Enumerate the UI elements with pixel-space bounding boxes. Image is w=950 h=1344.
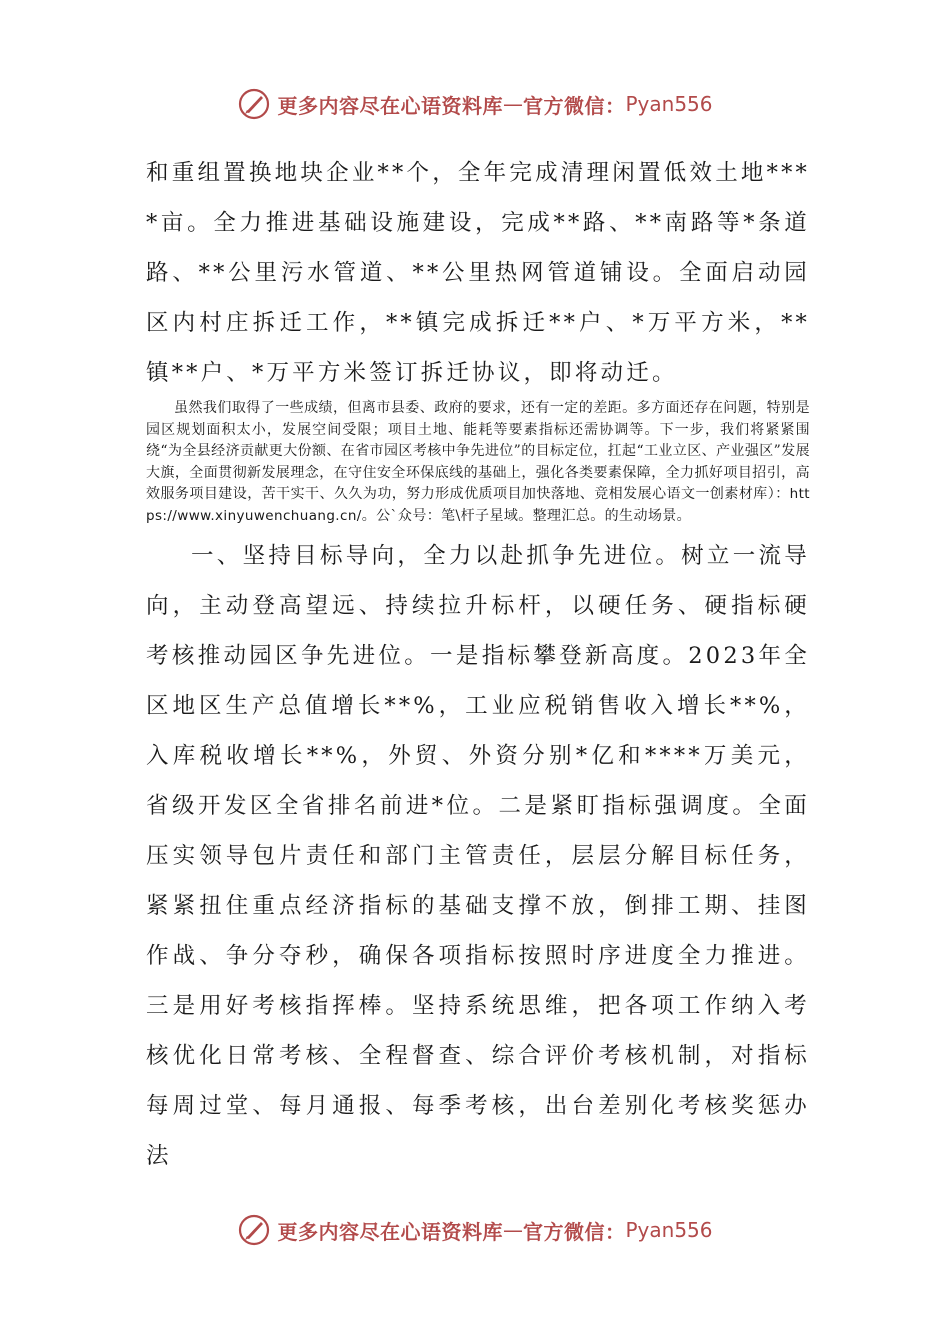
watermark-footer — [0, 1210, 950, 1250]
watermark-label: 官方微信： — [522, 93, 626, 118]
summary-tail: 。公`众号：笔\杆子星域。整理汇总。的生动场景。 — [361, 507, 692, 524]
summary-text: 虽然我们取得了一些成绩，但离市县委、政府的要求，还有一定的差距。多方面还存在问题，特别是园区规划面积太小，发展空间受限；项目土地、能耗等要素指标还需协调等。下一步，我们将紧紧围绕“为全县经济贡献更大份额、在省市园区考核中争先进位”的目标定位，扛起“工业立区、产业强区”发展大旗，全面贯彻新发展理念，在守住安全环保底线的基础上，强化各类要素保障，全力抓好项目招引，高效服务项目建设，苦干实干、久久为功，努力形成优质项目加快落地、竞相发展心语文一创素材库）： — [146, 400, 810, 502]
watermark-separator: — — [502, 1218, 523, 1242]
paragraph-summary — [146, 398, 810, 531]
document-body — [146, 148, 810, 1181]
watermark-header — [0, 84, 950, 124]
quill-logo-icon — [237, 1213, 271, 1247]
quill-logo-icon — [237, 87, 271, 121]
source-url: https://www.xinyuwenchuang.cn/ — [146, 486, 810, 524]
paragraph-continuation: 和重组置换地块企业**个，全年完成清理闲置低效土地****亩。全力推进基础设施建设，完成**路、**南路等*条道路、**公里污水管道、**公里热网管道铺设。全面启动园区内村庄拆迁工作，**镇完成拆迁**户、*万平方米，**镇**户、*万平方米签订拆迁协议，即将动迁。 — [146, 160, 810, 386]
watermark-label: 官方微信： — [522, 1219, 626, 1244]
watermark-handle: Pyan556 — [625, 92, 713, 116]
watermark-separator: — — [502, 92, 523, 116]
paragraph-section-one: 一、坚持目标导向，全力以赴抓争先进位。树立一流导向，主动登高望远、持续拉升标杆，以硬任务、硬指标硬考核推动园区争先进位。一是指标攀登新高度。2023年全区地区生产总值增长**%，工业应税销售收入增长**%，入库税收增长**%，外贸、外资分别*亿和****万美元，省级开发区全省排名前进*位。二是紧盯指标强调度。全面压实领导包片责任和部门主管责任，层层分解目标任务，紧紧扭住重点经济指标的基础支撑不放，倒排工期、挂图作战、争分夺秒，确保各项指标按照时序进度全力推进。三是用好考核指挥棒。坚持系统思维，把各项工作纳入考核优化日常考核、全程督查、综合评价考核机制，对指标每周过堂、每月通报、每季考核，出台差别化考核奖惩办法 — [146, 543, 810, 1169]
watermark-handle: Pyan556 — [625, 1218, 713, 1242]
watermark-title: 更多内容尽在心语资料库 — [277, 93, 503, 118]
watermark-title: 更多内容尽在心语资料库 — [277, 1219, 503, 1244]
